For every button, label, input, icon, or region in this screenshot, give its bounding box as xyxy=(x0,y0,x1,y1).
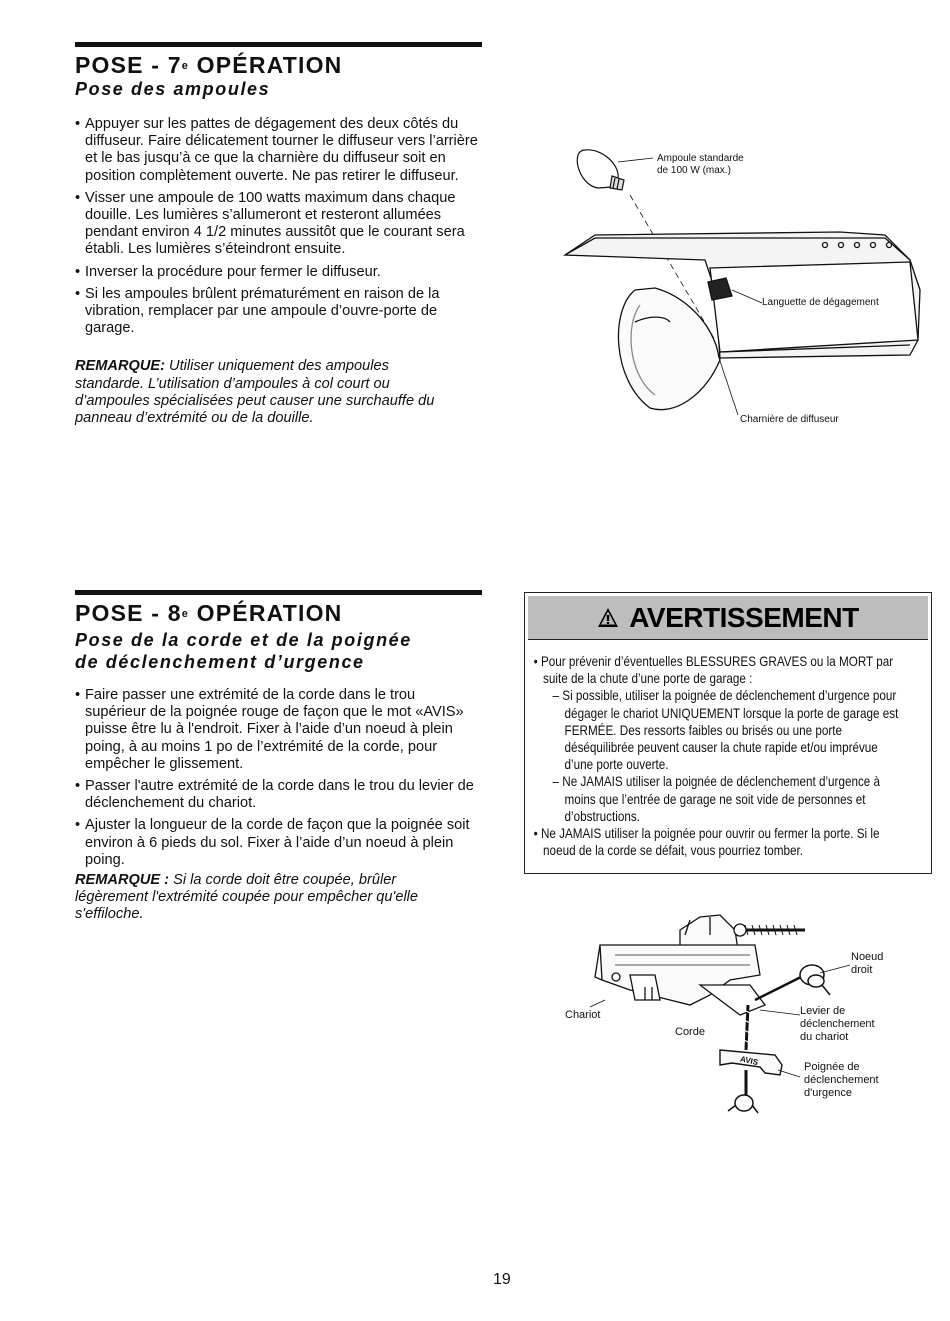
warning-line: • Pour prévenir d’éventuelles BLESSURES GRAVES ou la MORT par suite de la chute d’une porte de garage : xyxy=(533,654,894,687)
diffuser-lens-icon xyxy=(618,288,720,410)
step7-rule xyxy=(75,42,482,47)
diffuser-hinge-label: Charnière de diffuseur xyxy=(740,414,839,425)
warning-triangle-icon xyxy=(597,607,619,629)
step8-section xyxy=(75,590,482,924)
release-lever-label: Levier de déclenchement du chariot xyxy=(800,1005,875,1043)
list-item: • Appuyer sur les pattes de dégagement des deux côtés du diffuseur. Faire délicatement tourner le diffuseur vers l’arrière et le bas jusqu’à ce que la charnière du diffuseur soit en position complètement ouverte. Ne pas retirer le diffuseur. xyxy=(75,116,479,185)
step7-title: POSE - 7e OPÉRATION xyxy=(75,52,343,78)
warning-line: – Ne JAMAIS utiliser la poignée de déclenchement d’urgence à moins que l’entrée de garage ne soit vide de personnes et d’obstructions. xyxy=(552,774,881,824)
list-item: • Faire passer une extrémité de la corde dans le trou supérieur de la poignée rouge de façon que le mot «AVIS» puisse être lu à l'endroit. Fixer à l’aide d’un noeud à plein poing, à au moins 1 po de l’extrémité de la corde, pour empêcher le glissement. xyxy=(75,687,479,773)
warning-line: • Ne JAMAIS utiliser la poignée pour ouvrir ou fermer la porte. Si le noeud de la corde se défait, vous pourriez tomber. xyxy=(533,826,880,859)
light-bulb-icon xyxy=(577,150,624,190)
step8-title: POSE - 8e OPÉRATION xyxy=(75,600,343,626)
handle-knot-icon xyxy=(728,1095,758,1113)
list-item: • Visser une ampoule de 100 watts maximum dans chaque douille. Les lumières s’allumeront et resteront allumées pendant environ 4 1/2 minutes aussitôt que le courant sera établi. Les lumières s’éteindront ensuite. xyxy=(75,190,479,259)
bulb-installation-figure xyxy=(540,140,930,440)
step8-rule xyxy=(75,590,482,595)
trolley-label: Chariot xyxy=(565,1009,601,1021)
release-handle-icon xyxy=(720,1050,782,1075)
list-item: • Inverser la procédure pour fermer le diffuseur. xyxy=(75,264,479,281)
release-tab-label: Languette de dégagement xyxy=(762,297,879,308)
step8-subtitle: Pose de la corde et de la poignée de déclenchement d’urgence xyxy=(75,630,412,672)
list-item: • Si les ampoules brûlent prématurément en raison de la vibration, remplacer par une ampoule d’ouvre-porte de garage. xyxy=(75,286,479,338)
step7-section xyxy=(75,42,482,427)
warning-body xyxy=(525,643,909,859)
list-item: • Ajuster la longueur de la corde de façon que la poignée soit environ à 6 pieds du sol. Fixer à l’aide d’un noeud à plein poing. xyxy=(75,817,479,869)
square-knot-label: Noeud droit xyxy=(851,951,884,976)
page-number: 19 xyxy=(493,1271,511,1288)
square-knot-icon xyxy=(800,965,830,995)
step7-subtitle: Pose des ampoules xyxy=(75,79,271,99)
step7-note: REMARQUE: Utiliser uniquement des ampoules standarde. L’utilisation d’ampoules à col court ou d’ampoules spécialisées peut causer une surchauffe du panneau d’extrémité ou de la douille. xyxy=(75,358,435,427)
bulb-label: Ampoule standarde de 100 W (max.) xyxy=(657,153,744,176)
release-handle-label: Poignée de déclenchement d'urgence xyxy=(804,1061,879,1099)
svg-text:AVIS: AVIS xyxy=(739,1054,759,1068)
step7-bullets xyxy=(75,116,479,337)
warning-box xyxy=(524,592,932,874)
warning-line: – Si possible, utiliser la poignée de déclenchement d’urgence pour dégager le chariot UNIQUEMENT lorsque la porte de garage est FERMÉE. Des ressorts faibles ou brisés ou une porte déséquilibrée peuvent causer la chute rapide et/ou imprévue d’une porte ouverte. xyxy=(552,688,899,773)
trolley-icon xyxy=(595,915,805,1015)
warning-title: AVERTISSEMENT xyxy=(629,601,859,633)
warning-header xyxy=(528,596,928,640)
step8-bullets xyxy=(75,687,479,869)
rope-label: Corde xyxy=(675,1026,705,1038)
list-item: • Passer l'autre extrémité de la corde dans le trou du levier de déclenchement du chariot. xyxy=(75,778,479,812)
step8-note: REMARQUE : Si la corde doit être coupée, brûler légèrement l'extrémité coupée pour empêcher qu'elle s'effiloche. xyxy=(75,872,419,923)
